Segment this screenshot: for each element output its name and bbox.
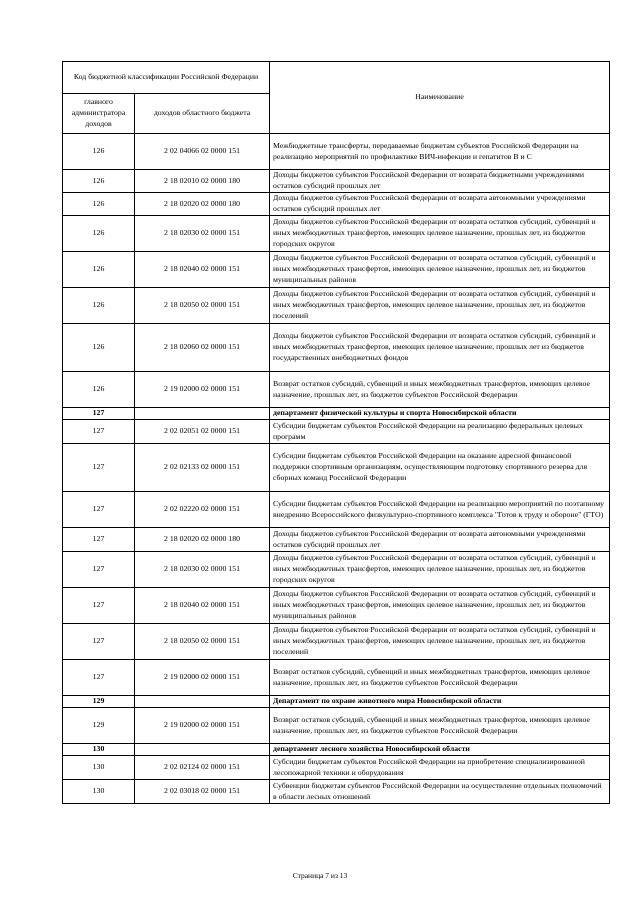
admin-code-cell: 126 — [63, 170, 135, 193]
admin-code-cell: 130 — [63, 744, 135, 756]
table-row — [63, 193, 610, 216]
department-row — [63, 408, 610, 420]
admin-code-cell: 127 — [63, 624, 135, 660]
table-body — [63, 62, 610, 804]
income-code-cell: 2 19 02000 02 0000 151 — [135, 372, 270, 408]
income-code-cell: 2 02 02051 02 0000 151 — [135, 420, 270, 444]
admin-code-cell: 127 — [63, 552, 135, 588]
name-cell: Возврат остатков субсидий, субвенций и иных межбюджетных трансфертов, имеющих целевое назначение, прошлых лет, из бюджетов субъектов Российской Федерации — [270, 372, 610, 408]
table-row — [63, 170, 610, 193]
name-column-header: Наименование — [270, 62, 610, 134]
name-cell: Доходы бюджетов субъектов Российской Федерации от возврата остатков субсидий, субвенций и иных межбюджетных трансфертов, имеющих целевое назначение, прошлых лет, из бюджетов городских округов — [270, 552, 610, 588]
admin-code-cell: 130 — [63, 756, 135, 780]
income-code-cell: 2 02 02124 02 0000 151 — [135, 756, 270, 780]
admin-code-cell: 127 — [63, 420, 135, 444]
name-cell: Доходы бюджетов субъектов Российской Федерации от возврата бюджетными учреждениями остатков субсидий прошлых лет — [270, 170, 610, 193]
name-cell: Субсидии бюджетам субъектов Российской Федерации на приобретение специализированной лесопожарной техники и оборудования — [270, 756, 610, 780]
name-cell: Доходы бюджетов субъектов Российской Федерации от возврата остатков субсидий, субвенций и иных межбюджетных трансфертов, имеющих целевое назначение, прошлых лет, из бюджетов муниципальных районов — [270, 252, 610, 288]
admin-code-cell: 127 — [63, 408, 135, 420]
name-cell: Доходы бюджетов субъектов Российской Федерации от возврата остатков субсидий, субвенций и иных межбюджетных трансфертов, имеющих целевое назначение, прошлых лет, из бюджетов муниципальных районов — [270, 588, 610, 624]
name-cell: Возврат остатков субсидий, субвенций и иных межбюджетных трансфертов, имеющих целевое назначение, прошлых лет, из бюджетов субъектов Российской Федерации — [270, 660, 610, 696]
table-row — [63, 660, 610, 696]
income-code-cell: 2 18 02020 02 0000 180 — [135, 193, 270, 216]
table-row — [63, 420, 610, 444]
admin-code-cell: 130 — [63, 780, 135, 804]
admin-code-cell: 127 — [63, 492, 135, 528]
name-cell: Доходы бюджетов субъектов Российской Федерации от возврата остатков субсидий, субвенций и иных межбюджетных трансфертов, имеющих целевое назначение, прошлых лет из бюджетов государственных внебюджетных фондов — [270, 324, 610, 372]
name-cell: Доходы бюджетов субъектов Российской Федерации от возврата автономными учреждениями остатков субсидий прошлых лет — [270, 193, 610, 216]
admin-code-cell: 127 — [63, 660, 135, 696]
income-code-cell: 2 18 02040 02 0000 151 — [135, 252, 270, 288]
admin-code-cell: 126 — [63, 324, 135, 372]
table-row — [63, 708, 610, 744]
table-row — [63, 216, 610, 252]
table-row — [63, 552, 610, 588]
name-cell: Субсидии бюджетам субъектов Российской Федерации на реализацию федеральных целевых программ — [270, 420, 610, 444]
income-code-cell — [135, 696, 270, 708]
income-code-cell: 2 02 02220 02 0000 151 — [135, 492, 270, 528]
name-cell: Межбюджетные трансферты, передаваемые бюджетам субъектов Российской Федерации на реализацию мероприятий по профилактике ВИЧ-инфекции и гепатитов В и С — [270, 134, 610, 170]
income-code-cell: 2 18 02030 02 0000 151 — [135, 216, 270, 252]
table-row — [63, 492, 610, 528]
admin-code-cell: 129 — [63, 696, 135, 708]
income-code-cell: 2 18 02050 02 0000 151 — [135, 288, 270, 324]
code-group-header: Код бюджетной классификации Российской Федерации — [63, 62, 270, 94]
name-cell: Департамент по охране животного мира Новосибирской области — [270, 696, 610, 708]
income-code-cell: 2 02 04066 02 0000 151 — [135, 134, 270, 170]
table-row — [63, 624, 610, 660]
name-cell: департамент физической культуры и спорта Новосибирской области — [270, 408, 610, 420]
department-row — [63, 744, 610, 756]
income-code-cell: 2 18 02020 02 0000 180 — [135, 528, 270, 552]
admin-code-cell: 129 — [63, 708, 135, 744]
table-row — [63, 252, 610, 288]
admin-code-cell: 126 — [63, 216, 135, 252]
income-column-header: доходов областного бюджета — [135, 94, 270, 134]
table-row — [63, 756, 610, 780]
income-code-cell: 2 18 02030 02 0000 151 — [135, 552, 270, 588]
table-row — [63, 444, 610, 492]
name-cell: Доходы бюджетов субъектов Российской Федерации от возврата остатков субсидий, субвенций и иных межбюджетных трансфертов, имеющих целевое назначение, прошлых лет, из бюджетов городских округов — [270, 216, 610, 252]
name-cell: Доходы бюджетов субъектов Российской Федерации от возврата остатков субсидий, субвенций и иных межбюджетных трансфертов, имеющих целевое назначение, прошлых лет, из бюджетов поселений — [270, 288, 610, 324]
admin-code-cell: 126 — [63, 372, 135, 408]
admin-code-cell: 126 — [63, 134, 135, 170]
department-row — [63, 696, 610, 708]
admin-code-cell: 127 — [63, 528, 135, 552]
income-code-cell: 2 18 02010 02 0000 180 — [135, 170, 270, 193]
name-cell: Субвенции бюджетам субъектов Российской Федерации на осуществление отдельных полномочий в области лесных отношений — [270, 780, 610, 804]
admin-column-header: главного администратора доходов — [63, 94, 135, 134]
income-code-cell: 2 02 03018 02 0000 151 — [135, 780, 270, 804]
name-cell: департамент лесного хозяйства Новосибирской области — [270, 744, 610, 756]
income-code-cell — [135, 408, 270, 420]
table-row — [63, 780, 610, 804]
name-cell: Доходы бюджетов субъектов Российской Федерации от возврата автономными учреждениями остатков субсидий прошлых лет — [270, 528, 610, 552]
admin-code-cell: 126 — [63, 288, 135, 324]
admin-code-cell: 127 — [63, 444, 135, 492]
income-code-cell — [135, 744, 270, 756]
income-code-cell: 2 18 02050 02 0000 151 — [135, 624, 270, 660]
name-cell: Субсидии бюджетам субъектов Российской Федерации на реализацию мероприятий по поэтапному внедрению Всероссийского физкультурно-спортивного комплекса "Готов к труду и обороне" (ГТО) — [270, 492, 610, 528]
budget-classification-table — [62, 61, 610, 804]
income-code-cell: 2 18 02040 02 0000 151 — [135, 588, 270, 624]
admin-code-cell: 126 — [63, 252, 135, 288]
name-cell: Доходы бюджетов субъектов Российской Федерации от возврата остатков субсидий, субвенций и иных межбюджетных трансфертов, имеющих целевое назначение, прошлых лет, из бюджетов поселений — [270, 624, 610, 660]
income-code-cell: 2 19 02000 02 0000 151 — [135, 708, 270, 744]
table-row — [63, 372, 610, 408]
page-number: Страница 7 из 13 — [292, 871, 348, 880]
table-row — [63, 324, 610, 372]
table-row — [63, 134, 610, 170]
admin-code-cell: 127 — [63, 588, 135, 624]
header-row — [63, 62, 610, 94]
name-cell: Возврат остатков субсидий, субвенций и иных межбюджетных трансфертов, имеющих целевое назначение, прошлых лет, из бюджетов субъектов Российской Федерации — [270, 708, 610, 744]
table-row — [63, 528, 610, 552]
name-cell: Субсидии бюджетам субъектов Российской Федерации на оказание адресной финансовой поддержки спортивным организациям, осуществляющим подготовку спортивного резерва для сборных команд Российской Федерации — [270, 444, 610, 492]
income-code-cell: 2 19 02000 02 0000 151 — [135, 660, 270, 696]
income-code-cell: 2 18 02060 02 0000 151 — [135, 324, 270, 372]
admin-code-cell: 126 — [63, 193, 135, 216]
income-code-cell: 2 02 02133 02 0000 151 — [135, 444, 270, 492]
table-row — [63, 288, 610, 324]
table-row — [63, 588, 610, 624]
